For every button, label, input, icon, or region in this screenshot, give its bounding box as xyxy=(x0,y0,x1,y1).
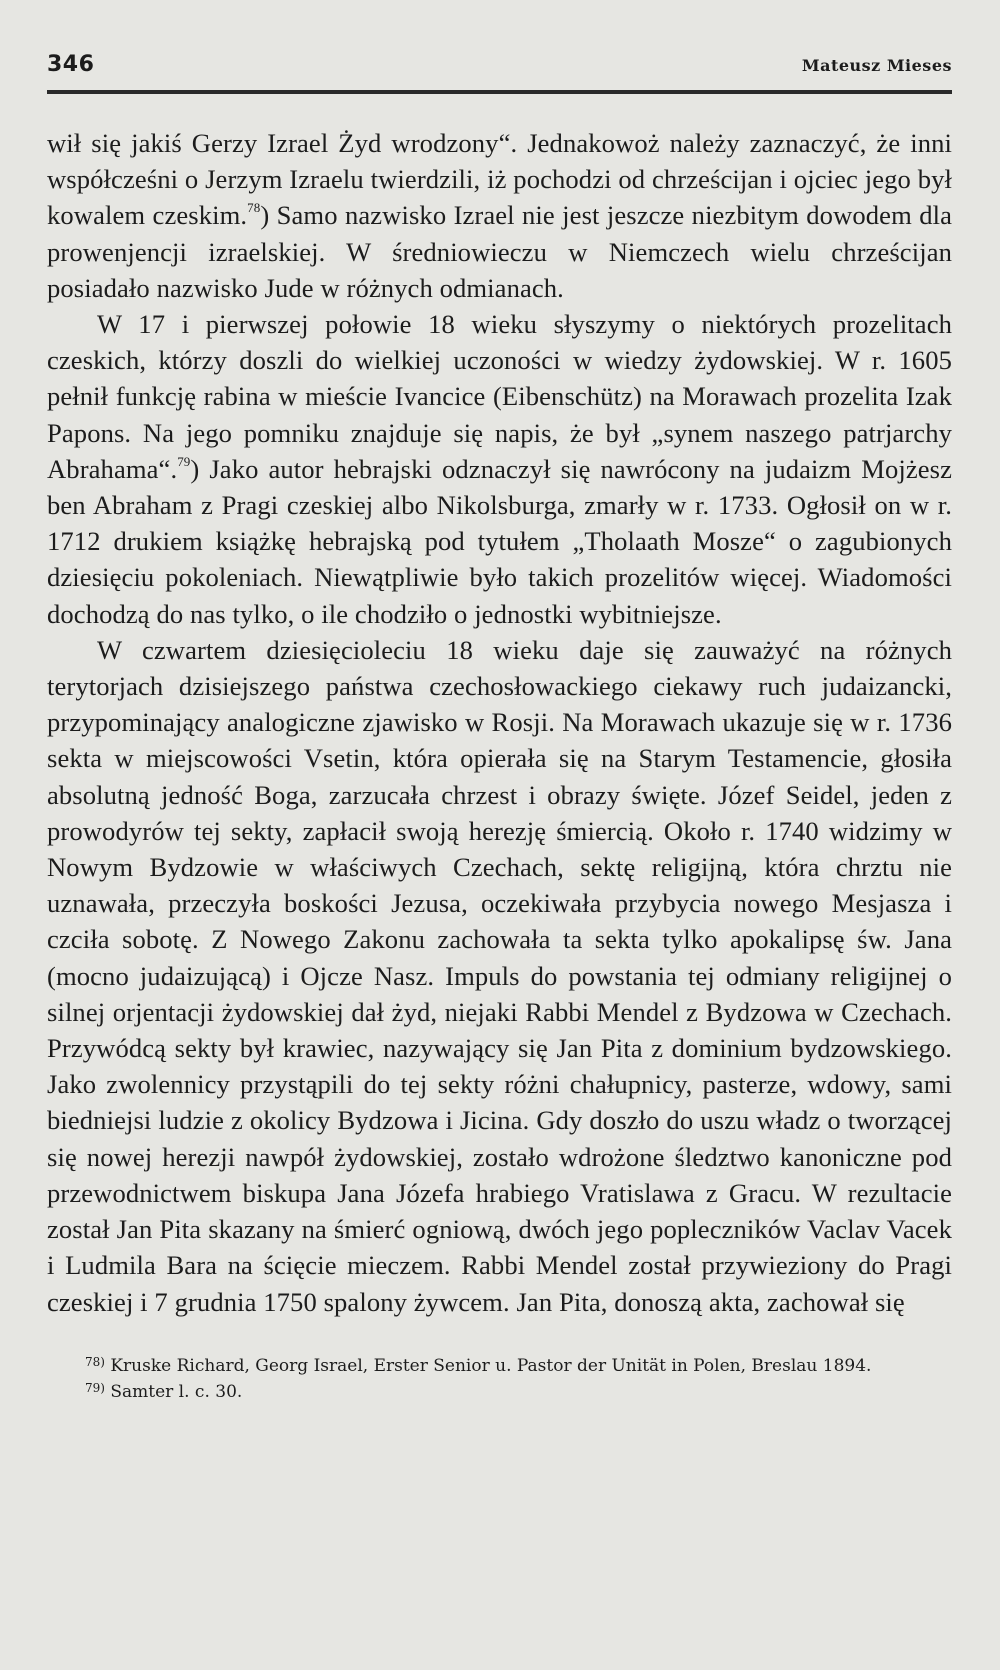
paragraph-1-text-b: ) Samo nazwisko Izrael nie jest jeszcze niezbitym dowodem dla prowenjencji izraelskiej. W średniowieczu w Niemczech wielu chrześcijan posiadało nazwisko Jude w różnych odmianach. xyxy=(47,200,952,303)
footnote-79-text: Samter l. c. 30. xyxy=(104,1381,243,1402)
main-text xyxy=(47,125,952,1320)
paragraph-1 xyxy=(47,125,952,306)
footnote-ref-78: 78 xyxy=(247,200,261,216)
header-rule xyxy=(47,90,952,94)
footnote-78 xyxy=(47,1353,952,1379)
running-head-author: Mateusz Mieses xyxy=(801,56,952,75)
page-header xyxy=(47,52,952,82)
footnote-ref-79: 79 xyxy=(177,453,191,469)
paragraph-3: W czwartem dziesięcioleciu 18 wieku daje się zauważyć na różnych terytorjach dzisiejszego państwa czechosłowackiego ciekawy ruch judaizancki, przypominający analogiczne zjawisko w Rosji. Na Morawach ukazuje się w r. 1736 sekta w miejscowości Vsetin, która opierała się na Starym Testamencie, głosiła absolutną jedność Boga, zarzucała chrzest i obrazy święte. Józef Seidel, jeden z prowodyrów tej sekty, zapłacił swoją herezję śmiercią. Około r. 1740 widzimy w Nowym Bydzowie w właściwych Czechach, sektę religijną, która chrztu nie uznawała, przeczyła boskości Jezusa, oczekiwała przybycia nowego Mesjasza i czciła sobotę. Z Nowego Zakonu zachowała ta sekta tylko apokalipsę św. Jana (mocno judaizującą) i Ojcze Nasz. Impuls do powstania tej odmiany religijnej o silnej orjentacji żydowskiej dał żyd, niejaki Rabbi Mendel z Bydzowa w Czechach. Przywódcą sekty był krawiec, nazywający się Jan Pita z dominium bydzowskiego. Jako zwolennicy przystąpili do tej sekty różni chałupnicy, pasterze, wdowy, sami biedniejsi ludzie z okolicy Bydzowa i Jicina. Gdy doszło do uszu władz o tworzącej się nowej herezji nawpół żydowskiej, zostało wdrożone śledztwo kanoniczne pod przewodnictwem biskupa Jana Józefa hrabiego Vratislawa z Gracu. W rezultacie został Jan Pita skazany na śmierć ogniową, dwóch jego popleczników Vaclav Vacek i Ludmila Bara na ścięcie mieczem. Rabbi Mendel został przywieziony do Pragi czeskiej i 7 grudnia 1750 spalony żywcem. Jan Pita, donoszą akta, zachował się xyxy=(47,634,952,1317)
paragraph-1-text-a: wił się jakiś Gerzy Izrael Żyd wrodzony“. Jednakowoż należy zaznaczyć, że inni współcześni o Jerzym Izraelu twierdzili, iż pochodzi od chrześcijan i ojciec jego był kowalem czeskim. xyxy=(47,128,952,231)
paragraph-2-text-a: W 17 i pierwszej połowie 18 wieku słyszymy o niektórych prozelitach czeskich, którzy doszli do wielkiej uczoności w wiedzy żydowskiej. W r. 1605 pełnił funkcję rabina w mieście Ivancice (Eibenschütz) na Morawach prozelita Izak Papons. Na jego pomniku znajduje się napis, że był „synem naszego patrjarchy Abrahama“. xyxy=(47,309,952,484)
footnote-79 xyxy=(47,1379,952,1405)
footnote-separator xyxy=(47,1340,952,1341)
page-number: 346 xyxy=(47,52,95,77)
footnote-78-mark: 78) xyxy=(85,1354,105,1369)
footnote-78-text: Kruske Richard, Georg Israel, Erster Senior u. Pastor der Unität in Polen, Breslau 1894. xyxy=(104,1355,872,1376)
footnotes xyxy=(47,1353,952,1405)
footnote-79-mark: 79) xyxy=(85,1380,105,1395)
paragraph-2 xyxy=(47,306,952,632)
paragraph-2-text-b: ) Jako autor hebrajski odznaczył się nawrócony na judaizm Mojżesz ben Abraham z Pragi czeskiej albo Nikolsburga, zmarły w r. 1733. Ogłosił on w r. 1712 drukiem książkę hebrajską pod tytułem „Tholaath Mosze“ o zagubionych dziesięciu pokoleniach. Niewątpliwie było takich prozelitów więcej. Wiadomości dochodzą do nas tylko, o ile chodziło o jednostki wybitniejsze. xyxy=(47,453,952,629)
